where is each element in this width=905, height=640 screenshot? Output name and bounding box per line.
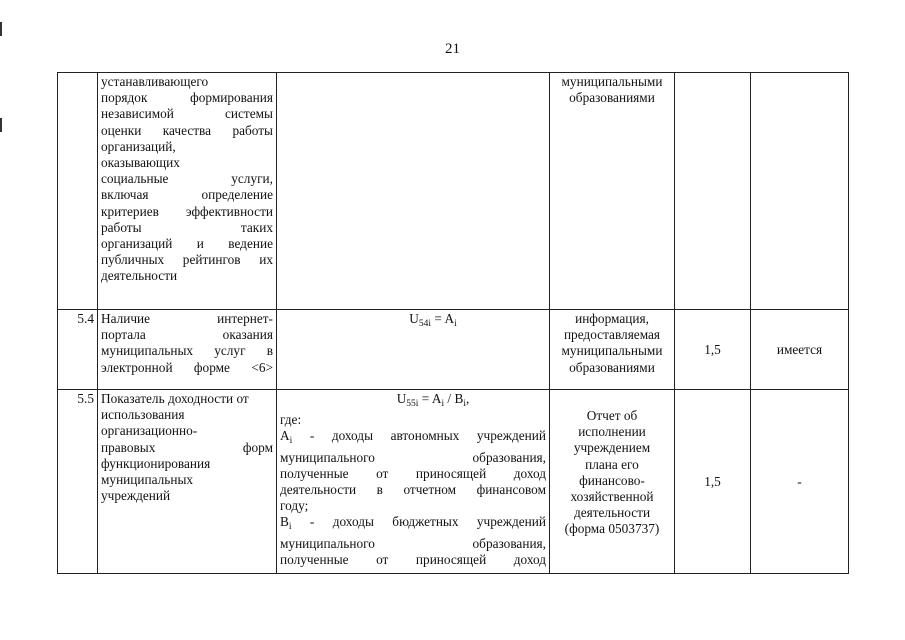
page-number: 21 xyxy=(445,41,460,57)
scan-edge-mark xyxy=(0,118,2,132)
a-definition: $A_i$ - доходы автономных учреждений xyxy=(280,428,546,447)
b-definition: $B_i$ - доходы бюджетных учреждений xyxy=(280,514,546,533)
value-cell: - xyxy=(751,390,849,574)
indicator-name: Показатель доходности от использования организационно- правовых форм функционирования муниципальных учреждений xyxy=(98,390,277,574)
formula-cell xyxy=(277,310,550,390)
formula-cell xyxy=(277,73,550,310)
row-number xyxy=(58,73,98,310)
formula: $U_{55i} = A_i / B_i$, xyxy=(396,391,470,409)
weight-cell xyxy=(675,73,751,310)
indicator-name: Наличие интернет- портала оказания муниципальных услуг в электронной форме <6> xyxy=(98,310,277,390)
indicator-name: устанавливающего порядок формирования независимой системы оценки качества работы организаций, оказывающих социальные услуги, включая определение критериев эффективности работы таких организаций и ведение публичных рейтингов их деятельности xyxy=(98,73,277,310)
source-cell: Отчет об исполнении учреждением плана его финансово- хозяйственной деятельности (форма 0503737) xyxy=(550,390,675,574)
row-number: 5.5 xyxy=(58,390,98,574)
value-cell xyxy=(751,73,849,310)
weight-cell: 1,5 xyxy=(675,310,751,390)
weight-cell: 1,5 xyxy=(675,390,751,574)
source-cell: информация, предоставляемая муниципальными образованиями xyxy=(550,310,675,390)
formula-cell: $U_{55i} = A_i / B_i$, где: $A_i$ - доходы автономных учреждений муниципального образования, полученные от приносящей доход деятельности в отчетном финансовом году; $B_i$ - доходы бюджетных учреждений муниципального образования, полученные от приносящей доход xyxy=(277,390,550,574)
formula-where: где: xyxy=(280,412,302,428)
formula: $U_{54i} = A_i$ xyxy=(409,311,457,329)
indicator-table xyxy=(57,72,849,574)
scan-edge-mark xyxy=(0,22,2,36)
row-number: 5.4 xyxy=(58,310,98,390)
table-row xyxy=(58,310,849,390)
table-row xyxy=(58,390,849,574)
source-cell: муниципальными образованиями xyxy=(550,73,675,310)
table-row xyxy=(58,73,849,310)
value-cell: имеется xyxy=(751,310,849,390)
